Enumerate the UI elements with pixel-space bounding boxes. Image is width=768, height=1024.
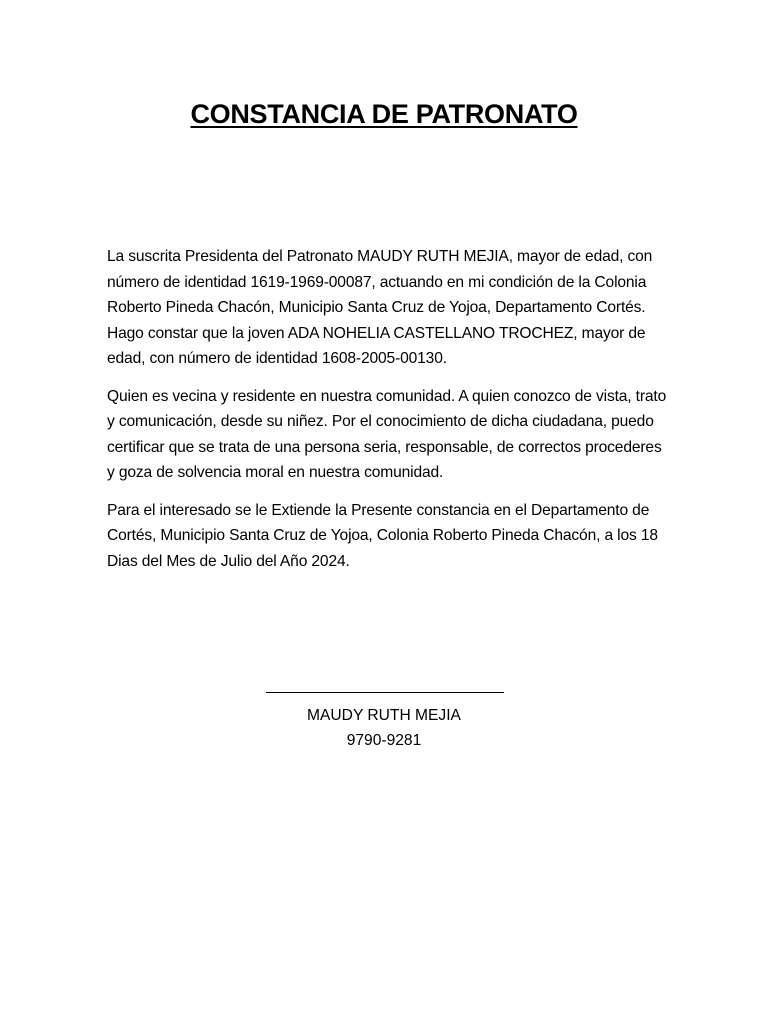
signatory-phone: 9790-9281 (346, 732, 422, 749)
paragraph-character: Quien es vecina y residente en nuestra comunidad. A quien conozco de vista, trato y comunicación, desde su niñez. Por el conocimiento de dicha ciudadana, puedo certificar que se trata de una persona seria, responsable, de correctos procederes y goza de solvencia moral en nuestra comunidad. (107, 387, 667, 481)
paragraph-closing: Para el interesado se le Extiende la Presente constancia en el Departamento de Cortés, Municipio Santa Cruz de Yojoa, Colonia Roberto Pineda Chacón, a los 18 Dias del Mes de Julio del Año 2024. (107, 501, 658, 570)
document-title: CONSTANCIA DE PATRONATO (190, 99, 578, 129)
signature-line (266, 692, 504, 693)
document-body (107, 244, 667, 586)
signatory-name: MAUDY RUTH MEJIA (307, 707, 461, 724)
paragraph-intro: La suscrita Presidenta del Patronato MAUDY RUTH MEJIA, mayor de edad, con número de identidad 1619-1969-00087, actuando en mi condición de la Colonia Roberto Pineda Chacón, Municipio Santa Cruz de Yojoa, Departamento Cortés. Hago constar que la joven ADA NOHELIA CASTELLANO TROCHEZ, mayor de edad, con número de identidad 1608-2005-00130. (107, 248, 653, 367)
signature-block (0, 678, 768, 753)
